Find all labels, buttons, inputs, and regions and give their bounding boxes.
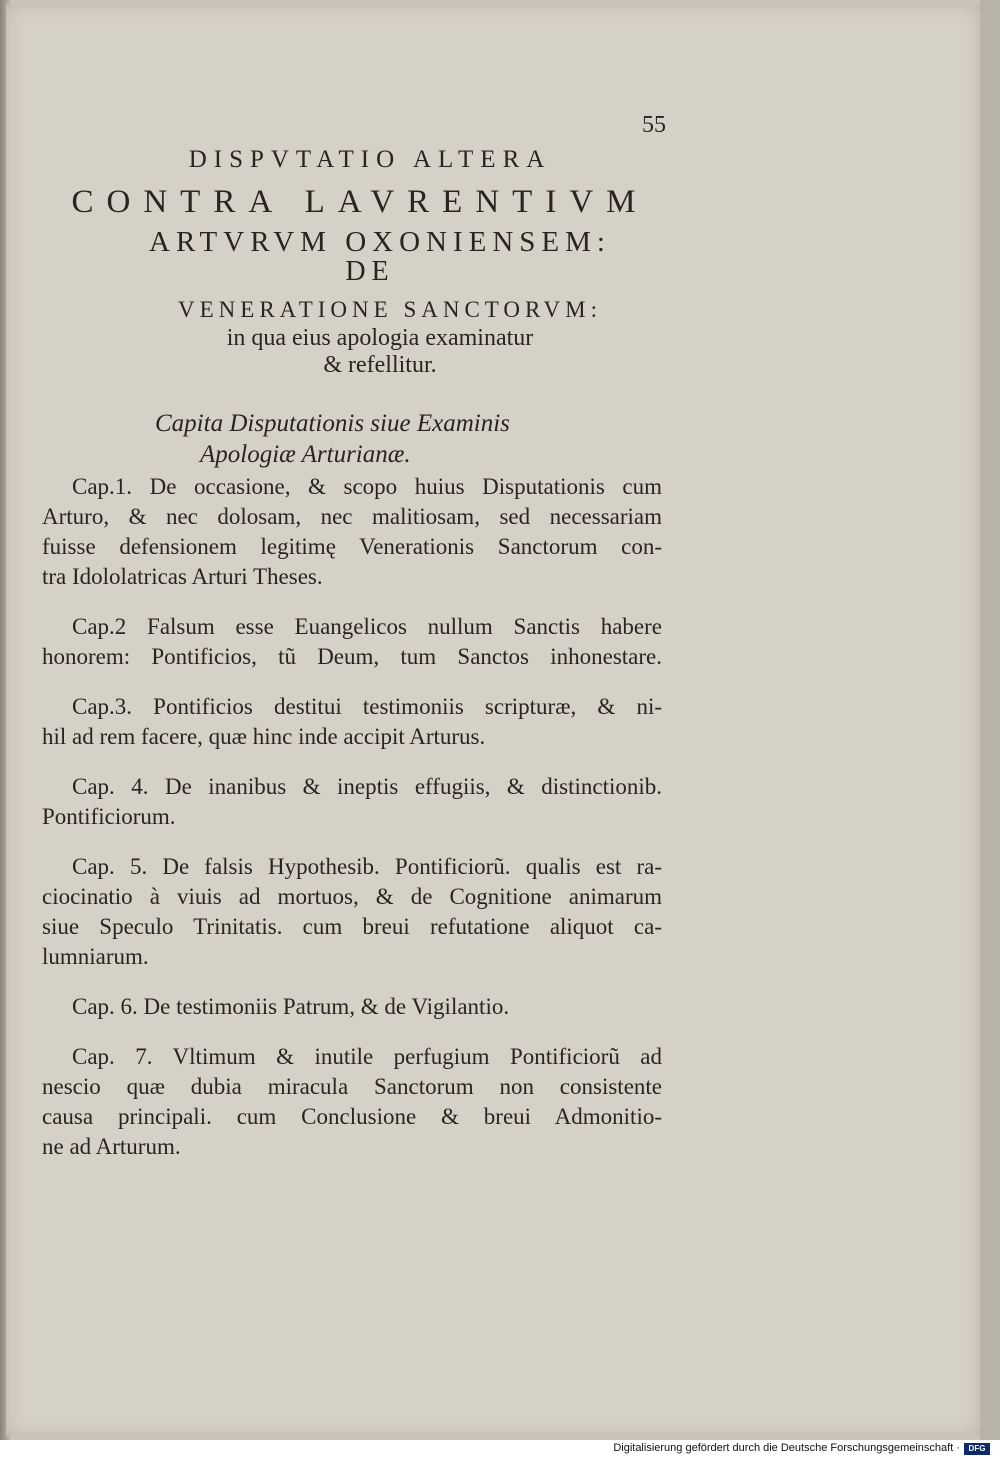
- chapter-5: [42, 852, 662, 972]
- chapter-6: [42, 992, 662, 1022]
- chapter-line: hil ad rem facere, quæ hinc inde accipit Arturus.: [42, 724, 486, 749]
- chapter-line: honorem: Pontificios, tũ Deum, tum Sanctos inhonestare.: [42, 644, 662, 669]
- title-line-3: ARTVRVM OXONIENSEM:: [149, 226, 611, 258]
- chapter-2: [42, 612, 662, 672]
- title-line-1: DISPVTATIO ALTERA: [188, 146, 552, 173]
- footer-bar: [0, 1440, 1000, 1459]
- chapter-7: [42, 1042, 662, 1162]
- dfg-logo: DFG: [964, 1443, 990, 1455]
- chapter-line: tra Idololatricas Arturi Theses.: [42, 564, 323, 589]
- chapter-line: Cap.2 Falsum esse Euangelicos nullum Sanctis habere: [72, 614, 662, 639]
- chapter-line: nescio quæ dubia miracula Sanctorum non consistente: [42, 1074, 662, 1099]
- funding-notice: Digitalisierung gefördert durch die Deutsche Forschungsgemeinschaft ·: [613, 1442, 960, 1454]
- chapter-line: siue Speculo Trinitatis. cum breui refutatione aliquot ca-: [42, 914, 662, 939]
- subtitle-line-1: in qua eius apologia examinatur: [226, 325, 534, 351]
- chapter-line: Pontificiorum.: [42, 804, 176, 829]
- chapter-line: Cap. 5. De falsis Hypothesib. Pontificiorũ. qualis est ra-: [72, 854, 662, 879]
- chapter-line: ne ad Arturum.: [42, 1134, 181, 1159]
- chapter-line: causa principali. cum Conclusione & breui Admonitio-: [42, 1104, 662, 1129]
- contents-heading-line-1: Capita Disputationis siue Examinis: [155, 410, 510, 437]
- contents-heading-line-2: Apologiæ Arturianæ.: [200, 441, 411, 468]
- chapter-line: Cap. 4. De inanibus & ineptis effugiis, & distinctionib.: [72, 774, 662, 799]
- chapter-line: Arturo, & nec dolosam, nec malitiosam, sed necessariam: [42, 504, 662, 529]
- page-right-edge: [980, 0, 1000, 1440]
- title-line-4: DE: [345, 256, 395, 287]
- title-line-5: VENERATIONE SANCTORVM:: [178, 297, 602, 322]
- page-number: 55: [642, 112, 666, 138]
- chapter-4: [42, 772, 662, 832]
- chapter-line: Cap. 6. De testimoniis Patrum, & de Vigilantio.: [72, 994, 510, 1019]
- chapter-line: Cap.3. Pontificios destitui testimoniis scripturæ, & ni-: [72, 694, 662, 719]
- chapter-line: fuisse defensionem legitimę Venerationis Sanctorum con-: [42, 534, 662, 559]
- title-line-2: CONTRA LAVRENTIVM: [71, 184, 649, 220]
- chapter-list: [42, 472, 662, 1182]
- chapter-3: [42, 692, 662, 752]
- chapter-line: Cap.1. De occasione, & scopo huius Disputationis cum: [72, 474, 662, 499]
- chapter-line: ciocinatio à viuis ad mortuos, & de Cognitione animarum: [42, 884, 662, 909]
- chapter-1: [42, 472, 662, 592]
- chapter-line: Cap. 7. Vltimum & inutile perfugium Pontificiorũ ad: [72, 1044, 662, 1069]
- chapter-line: lumniarum.: [42, 944, 149, 969]
- subtitle-line-2: & refellitur.: [323, 352, 437, 378]
